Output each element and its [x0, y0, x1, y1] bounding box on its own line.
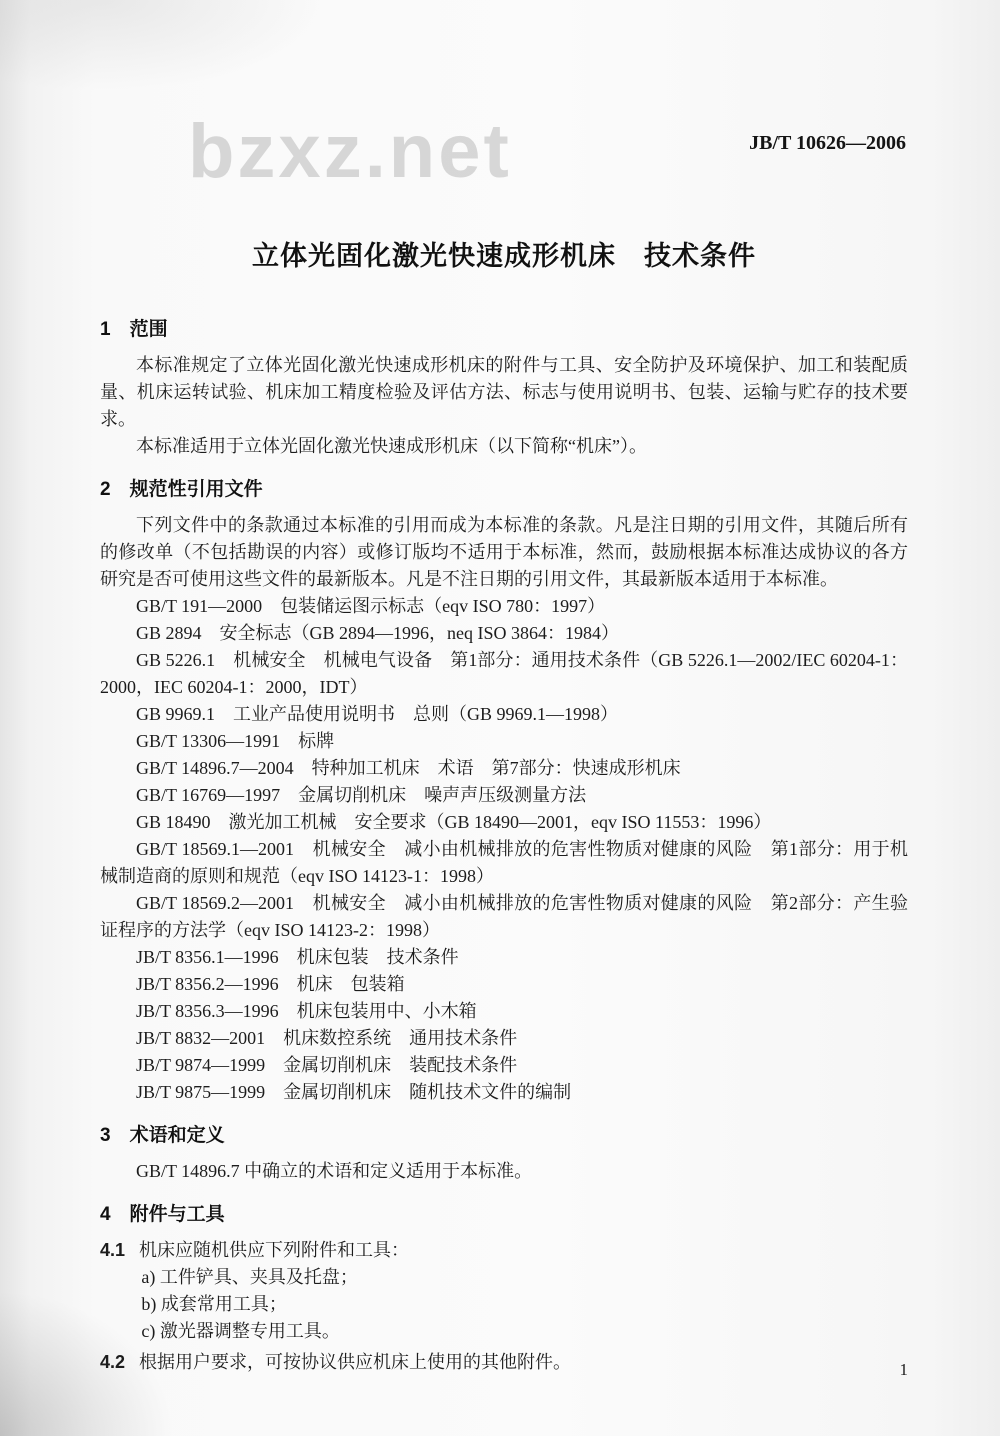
reference-item: GB 2894 安全标志（GB 2894—1996，neq ISO 3864：1984）	[136, 623, 620, 643]
accessory-item-c: c) 激光器调整专用工具。	[141, 1321, 340, 1341]
reference-item: GB/T 191—2000 包装储运图示标志（eqv ISO 780：1997）	[136, 596, 606, 616]
watermark: bzxz.net	[188, 109, 512, 194]
document-title: 立体光固化激光快速成形机床 技术条件	[252, 241, 756, 271]
section-2-heading: 2 规范性引用文件	[100, 479, 263, 500]
section-3-heading: 3 术语和定义	[100, 1125, 225, 1146]
clause-4-2	[100, 1349, 908, 1376]
references-intro-paragraph: 下列文件中的条款通过本标准的引用而成为本标准的条款。凡是注日期的引用文件，其随后所有的修改单（不包括勘误的内容）或修订版均不适用于本标准，然而，鼓励根据本标准达成协议的各方研究是否可使用这些文件的最新版本。凡是不注日期的引用文件，其最新版本适用于本标准。	[100, 515, 908, 589]
reference-item: JB/T 8356.2—1996 机床 包装箱	[136, 974, 405, 994]
scope-paragraph-1: 本标准规定了立体光固化激光快速成形机床的附件与工具、安全防护及环境保护、加工和装配质量、机床运转试验、机床加工精度检验及评估方法、标志与使用说明书、包装、运输与贮存的技术要求。	[100, 355, 908, 429]
reference-item: GB/T 14896.7—2004 特种加工机床 术语 第7部分：快速成形机床	[136, 758, 681, 778]
reference-item: GB/T 18569.1—2001 机械安全 减小由机械排放的危害性物质对健康的风险 第1部分：用于机械制造商的原则和规范（eqv ISO 14123-1：1998）	[100, 839, 908, 886]
section-4-heading: 4 附件与工具	[100, 1204, 225, 1225]
reference-item: GB 18490 激光加工机械 安全要求（GB 18490—2001，eqv ISO 11553：1996）	[136, 812, 772, 832]
reference-item: GB/T 18569.2—2001 机械安全 减小由机械排放的危害性物质对健康的风险 第2部分：产生验证程序的方法学（eqv ISO 14123-2：1998）	[100, 893, 908, 940]
clause-4-2-text: 根据用户要求，可按协议供应机床上使用的其他附件。	[139, 1352, 572, 1372]
reference-item: JB/T 8356.1—1996 机床包装 技术条件	[136, 947, 459, 967]
reference-item: GB 5226.1 机械安全 机械电气设备 第1部分：通用技术条件（GB 5226.1—2002/IEC 60204-1：2000，IEC 60204-1：2000，IDT）	[100, 650, 908, 697]
accessory-item-a: a) 工件铲具、夹具及托盘；	[141, 1267, 358, 1287]
doc-number: JB/T 10626—2006	[749, 132, 906, 154]
section-1-heading: 1 范围	[100, 319, 168, 340]
reference-item: GB 9969.1 工业产品使用说明书 总则（GB 9969.1—1998）	[136, 704, 619, 724]
reference-item: GB/T 16769—1997 金属切削机床 噪声声压级测量方法	[136, 785, 587, 805]
reference-item: JB/T 9874—1999 金属切削机床 装配技术条件	[136, 1055, 518, 1075]
reference-item: JB/T 8356.3—1996 机床包装用中、小木箱	[136, 1001, 477, 1021]
accessory-item-b: b) 成套常用工具；	[141, 1294, 287, 1314]
reference-item: GB/T 13306—1991 标牌	[136, 731, 335, 751]
reference-item: JB/T 9875—1999 金属切削机床 随机技术文件的编制	[136, 1082, 572, 1102]
clause-4-1-text: 机床应随机供应下列附件和工具：	[139, 1240, 410, 1260]
reference-item: JB/T 8832—2001 机床数控系统 通用技术条件	[136, 1028, 518, 1048]
scope-paragraph-2: 本标准适用于立体光固化激光快速成形机床（以下简称“机床”）。	[136, 436, 647, 456]
terms-paragraph: GB/T 14896.7 中确立的术语和定义适用于本标准。	[136, 1161, 533, 1181]
clause-4-2-number: 4.2	[100, 1352, 126, 1372]
clause-4-1-number: 4.1	[100, 1240, 126, 1260]
clause-4-1	[100, 1237, 908, 1264]
page-number: 1	[899, 1360, 908, 1379]
